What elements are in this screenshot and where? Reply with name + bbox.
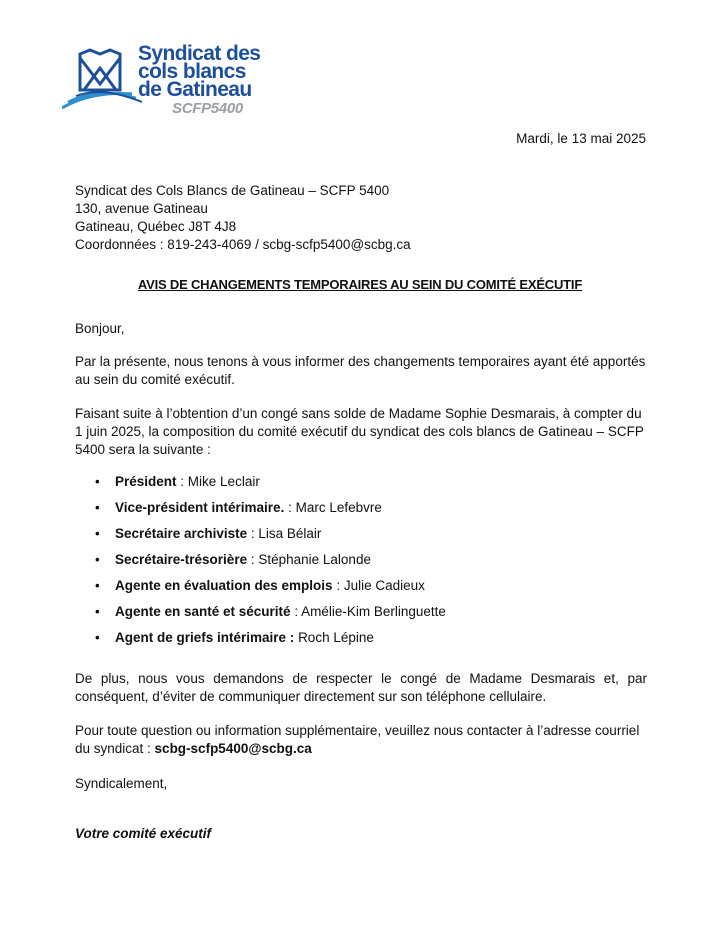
signature: Votre comité exécutif <box>75 826 212 841</box>
paragraph-composition: Faisant suite à l’obtention d’un congé sans solde de Madame Sophie Desmarais, à compter du 1 juin 2025, la composition du comité exécutif du syndicat des cols blancs de Gatineau – SCFP 5400 sera la suivante : <box>75 406 644 457</box>
member-sep: : <box>247 526 259 541</box>
member-name: Roch Lépine <box>298 630 374 645</box>
member-name: Lisa Bélair <box>258 526 322 541</box>
paragraph-request: De plus, nous vous demandons de respecter le congé de Madame Desmarais et, par conséquent, d’éviter de communiquer directement sur son téléphone cellulaire. <box>75 671 647 704</box>
member-name: Mike Leclair <box>187 474 260 489</box>
paragraph-contact <box>75 722 647 758</box>
address-line-3: Gatineau, Québec J8T 4J8 <box>75 219 237 234</box>
member-sep: : <box>176 474 188 489</box>
logo-line-2: cols blancs <box>138 60 246 83</box>
logo-wordmark <box>138 42 261 101</box>
list-item <box>75 473 446 499</box>
member-role: Agente en santé et sécurité <box>115 604 291 619</box>
bullet-icon: • <box>95 630 100 645</box>
bullet-icon: • <box>95 474 100 489</box>
logo-line-1: Syndicat des <box>138 42 261 65</box>
member-name: Marc Lefebvre <box>295 500 382 515</box>
paragraph-intro: Par la présente, nous tenons à vous informer des changements temporaires ayant été apportés au sein du comité exécutif. <box>75 354 646 387</box>
list-item <box>75 603 446 629</box>
member-name: Amélie-Kim Berlinguette <box>301 604 446 619</box>
address-line-4: Coordonnées : 819-243-4069 / scbg-scfp5400@scbg.ca <box>75 237 411 252</box>
union-logo <box>62 42 272 117</box>
member-sep: : <box>284 500 296 515</box>
list-item <box>75 525 446 551</box>
sender-address <box>75 182 411 254</box>
member-role: Agente en évaluation des emplois <box>115 578 333 593</box>
bullet-icon: • <box>95 526 100 541</box>
address-line-2: 130, avenue Gatineau <box>75 201 208 216</box>
address-line-1: Syndicat des Cols Blancs de Gatineau – SCFP 5400 <box>75 183 390 198</box>
executive-members-list <box>75 473 446 655</box>
bullet-icon: • <box>95 578 100 593</box>
letter-date: Mardi, le 13 mai 2025 <box>516 131 646 146</box>
member-role: Secrétaire archiviste <box>115 526 248 541</box>
member-sep: : <box>332 578 344 593</box>
contact-text: Pour toute question ou information supplémentaire, veuillez nous contacter à l’adresse courriel du syndicat : <box>75 723 640 756</box>
member-sep: : <box>290 604 302 619</box>
member-role: Agent de griefs intérimaire : <box>115 630 295 645</box>
list-item <box>75 551 446 577</box>
contact-email: scbg-scfp5400@scbg.ca <box>154 741 312 756</box>
closing: Syndicalement, <box>75 776 168 791</box>
member-role: Vice-président intérimaire. <box>115 500 285 515</box>
bullet-icon: • <box>95 604 100 619</box>
member-name: Julie Cadieux <box>343 578 425 593</box>
logo-line-3: de Gatineau <box>138 78 252 101</box>
member-role: Président <box>115 474 177 489</box>
list-item <box>75 499 446 525</box>
member-sep: : <box>247 552 259 567</box>
logo-subtitle: SCFP5400 <box>172 100 243 117</box>
member-name: Stéphanie Lalonde <box>258 552 371 567</box>
list-item <box>75 577 446 603</box>
member-role: Secrétaire-trésorière <box>115 552 248 567</box>
list-item <box>75 629 446 655</box>
bullet-icon: • <box>95 500 100 515</box>
greeting: Bonjour, <box>75 321 125 336</box>
union-emblem-icon <box>62 46 142 112</box>
bullet-icon: • <box>95 552 100 567</box>
letter-title: AVIS DE CHANGEMENTS TEMPORAIRES AU SEIN DU COMITÉ EXÉCUTIF <box>137 277 583 292</box>
